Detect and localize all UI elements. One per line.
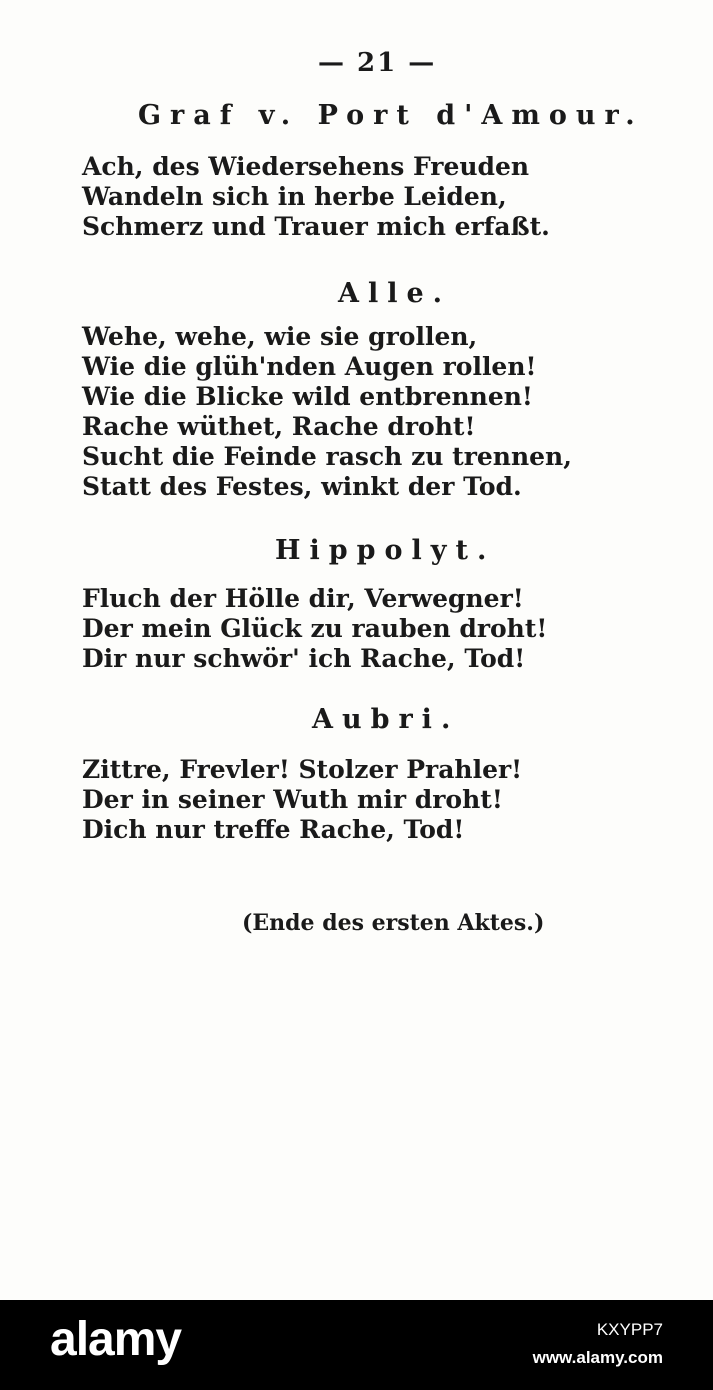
verse-line: Der mein Glück zu rauben droht!: [82, 614, 548, 643]
verse-line: Rache wüthet, Rache droht!: [82, 412, 476, 441]
page-number: — 21 —: [318, 48, 437, 78]
watermark-url: www.alamy.com: [532, 1348, 663, 1367]
verse-line: Wie die Blicke wild entbrennen!: [82, 382, 533, 411]
stanza-hippolyt: [82, 584, 547, 674]
speaker-heading-graf: Graf v. Port d'Amour.: [138, 100, 644, 131]
verse-line: Wandeln sich in herbe Leiden,: [82, 182, 507, 211]
speaker-heading-aubri: Aubri.: [312, 704, 460, 735]
verse-line: Sucht die Feinde rasch zu trennen,: [82, 442, 572, 471]
verse-line: Dich nur treffe Rache, Tod!: [82, 815, 465, 844]
verse-line: Dir nur schwör' ich Rache, Tod!: [82, 644, 526, 673]
stanza-alle: [82, 322, 572, 502]
stock-watermark-bar: [0, 1300, 713, 1390]
image-id-label: KXYPP7: [596, 1320, 663, 1339]
verse-line: Fluch der Hölle dir, Verwegner!: [82, 584, 524, 613]
verse-line: Der in seiner Wuth mir droht!: [82, 785, 503, 814]
verse-line: Ach, des Wiedersehens Freuden: [82, 152, 530, 181]
stanza-aubri: [82, 755, 522, 845]
verse-line: Schmerz und Trauer mich erfaßt.: [82, 212, 550, 241]
speaker-heading-alle: Alle.: [338, 278, 452, 309]
act-end-note: (Ende des ersten Aktes.): [242, 910, 545, 936]
stanza-graf: [82, 152, 550, 242]
speaker-heading-hippolyt: Hippolyt.: [275, 535, 496, 566]
verse-line: Zittre, Frevler! Stolzer Prahler!: [82, 755, 523, 784]
alamy-logo: alamy: [50, 1313, 182, 1366]
verse-line: Statt des Festes, winkt der Tod.: [82, 472, 522, 501]
verse-line: Wie die glüh'nden Augen rollen!: [82, 352, 537, 381]
verse-line: Wehe, wehe, wie sie grollen,: [82, 322, 478, 351]
